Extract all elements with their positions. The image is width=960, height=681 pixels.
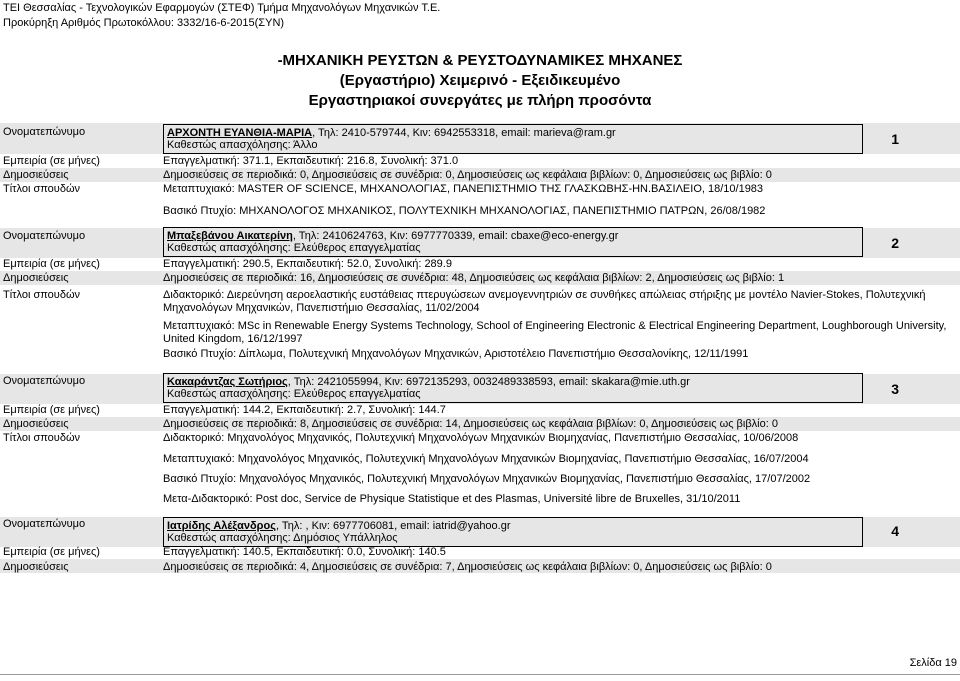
announcement-number: Προκύρηξη Αριθμός Πρωτοκόλλου: 3332/16-6-2015(ΣΥΝ) [3, 17, 285, 29]
candidate-box [163, 373, 863, 403]
degrees-label: Τίτλοι σπουδών [3, 183, 81, 195]
degree-item: Μεταπτυχιακό: MASTER OF SCIENCE, ΜΗΧΑΝΟΛΟΓΙΑΣ, ΠΑΝΕΠΙΣΤΗΜΙΟ ΤΗΣ ΓΛΑΣΚΩΒΗΣ-ΗΝ.ΒΑΣΙΛΕΙΟ, 18/10/1983 [163, 183, 764, 195]
candidate-name[interactable]: Κακαράντζας Σωτήριος [167, 376, 288, 388]
name-label: Ονοματεπώνυμο [3, 375, 86, 387]
employment-status: Καθεστώς απασχόλησης: Ελεύθερος επαγγελματίας [167, 242, 421, 254]
course-subtitle: (Εργαστήριο) Χειμερινό - Εξειδικευμένο [339, 72, 621, 89]
experience-label: Εμπειρία (σε μήνες) [3, 155, 100, 167]
experience-value: Επαγγελματική: 371.1, Εκπαιδευτική: 216.8, Συνολική: 371.0 [163, 155, 459, 167]
degree-item: Μετα-Διδακτορικό: Post doc, Service de Physique Statistique et des Plasmas, Université libre de Bruxelles, 31/10/2011 [163, 493, 741, 505]
candidate-contact: , Τηλ: 2410-579744, Κιν: 6942553318, email: marieva@ram.gr [312, 127, 616, 139]
candidate-contact: , Τηλ: 2421055994, Κιν: 6972135293, 0032489338593, email: skakara@mie.uth.gr [287, 376, 690, 388]
degree-item: Βασικό Πτυχίο: Μηχανολόγος Μηχανικός, Πολυτεχνική Μηχανολόγων Μηχανικών Βιομηχανίας, Πανεπιστήμιο Θεσσαλίας, 17/07/2002 [163, 473, 811, 485]
candidate-name[interactable]: Μπαξεβάνου Αικατερίνη [167, 230, 293, 242]
publications-value: Δημοσιεύσεις σε περιοδικά: 4, Δημοσιεύσεις σε συνέδρια: 7, Δημοσιεύσεις ως κεφάλαια βιβλίων: 0, Δημοσιεύσεις ως βιβλίο: 0 [163, 561, 772, 573]
candidate-contact: , Τηλ: 2410624763, Κιν: 6977770339, email: cbaxe@eco-energy.gr [292, 230, 619, 242]
name-label: Ονοματεπώνυμο [3, 518, 86, 530]
publications-label: Δημοσιεύσεις [3, 169, 69, 181]
experience-value: Επαγγελματική: 140.5, Εκπαιδευτική: 0.0, Συνολική: 140.5 [163, 546, 446, 558]
employment-status: Καθεστώς απασχόλησης: Δημόσιος Υπάλληλος [167, 532, 398, 544]
degrees-label: Τίτλοι σπουδών [3, 289, 81, 301]
experience-label: Εμπειρία (σε μήνες) [3, 546, 100, 558]
degree-item: Βασικό Πτυχίο: ΜΗΧΑΝΟΛΟΓΟΣ ΜΗΧΑΝΙΚΟΣ, ΠΟΛΥΤΕΧΝΙΚΗ ΜΗΧΑΝΟΛΟΓΙΑΣ, ΠΑΝΕΠΙΣΤΗΜΙΟ ΠΑΤΡΩΝ, 26/08/1982 [163, 205, 766, 217]
employment-status: Καθεστώς απασχόλησης: Άλλο [167, 139, 318, 151]
degree-item: Διδακτορικό: Διερεύνηση αεροελαστικής ευστάθειας πτερυγώσεων ανεμογεννητριών σε συνθήκες απώλειας στήριξης με μοντέλο Navier-Stokes, Πολυτεχνική Μηχανολόγων Μηχανικών, Πανεπιστήμιο Θεσσαλίας, 11/02/2004 [163, 289, 926, 314]
degree-item: Βασικό Πτυχίο: Δίπλωμα, Πολυτεχνική Μηχανολόγων Μηχανικών, Αριστοτέλειο Πανεπιστήμιο Θεσσαλονίκης, 12/11/1991 [163, 348, 749, 360]
publications-label: Δημοσιεύσεις [3, 418, 69, 430]
candidate-contact: , Τηλ: , Κιν: 6977706081, email: iatrid@yahoo.gr [275, 520, 511, 532]
course-title: -ΜΗΧΑΝΙΚΗ ΡΕΥΣΤΩΝ & ΡΕΥΣΤΟΔΥΝΑΜΙΚΕΣ ΜΗΧΑΝΕΣ [277, 52, 683, 69]
experience-value: Επαγγελματική: 144.2, Εκπαιδευτική: 2.7, Συνολική: 144.7 [163, 404, 446, 416]
candidate-name[interactable]: ΑΡΧΟΝΤΗ ΕΥΑΝΘΙΑ-ΜΑΡΙΑ [167, 127, 313, 139]
footer-divider [0, 674, 960, 675]
degree-item: Μεταπτυχιακό: MSc in Renewable Energy Systems Technology, School of Engineering Electronic & Electrical Engineering Department, Loughborough University, United Kingdom, 16/12/1997 [163, 320, 947, 345]
name-label: Ονοματεπώνυμο [3, 126, 86, 138]
publications-value: Δημοσιεύσεις σε περιοδικά: 0, Δημοσιεύσεις σε συνέδρια: 0, Δημοσιεύσεις ως κεφάλαια βιβλίων: 0, Δημοσιεύσεις ως βιβλίο: 0 [163, 169, 772, 181]
candidate-box [163, 517, 863, 547]
institution-header: ΤΕΙ Θεσσαλίας - Τεχνολογικών Εφαρμογών (ΣΤΕΦ) Τμήμα Μηχανολόγων Μηχανικών Τ.Ε. [3, 2, 441, 14]
publications-value: Δημοσιεύσεις σε περιοδικά: 8, Δημοσιεύσεις σε συνέδρια: 14, Δημοσιεύσεις ως κεφάλαια βιβλίων: 0, Δημοσιεύσεις ως βιβλίο: 0 [163, 418, 778, 430]
record-number: 3 [891, 381, 899, 397]
record-number: 2 [891, 235, 899, 251]
record-number: 4 [891, 523, 899, 539]
candidate-box [163, 124, 863, 154]
experience-value: Επαγγελματική: 290.5, Εκπαιδευτική: 52.0, Συνολική: 289.9 [163, 258, 452, 270]
employment-status: Καθεστώς απασχόλησης: Ελεύθερος επαγγελματίας [167, 388, 421, 400]
candidate-name[interactable]: Ιατρίδης Αλέξανδρος [167, 520, 276, 532]
record-number: 1 [891, 131, 899, 147]
page-number: Σελίδα 19 [909, 657, 957, 669]
degrees-label: Τίτλοι σπουδών [3, 432, 81, 444]
degree-item: Διδακτορικό: Μηχανολόγος Μηχανικός, Πολυτεχνική Μηχανολόγων Μηχανικών Βιομηχανίας, Πανεπιστήμιο Θεσσαλίας, 10/06/2008 [163, 432, 799, 444]
experience-label: Εμπειρία (σε μήνες) [3, 404, 100, 416]
candidate-box [163, 227, 863, 257]
publications-label: Δημοσιεύσεις [3, 561, 69, 573]
degree-item: Μεταπτυχιακό: Μηχανολόγος Μηχανικός, Πολυτεχνική Μηχανολόγων Μηχανικών Βιομηχανίας, Πανεπιστήμιο Θεσσαλίας, 16/07/2004 [163, 453, 809, 465]
experience-label: Εμπειρία (σε μήνες) [3, 258, 100, 270]
publications-value: Δημοσιεύσεις σε περιοδικά: 16, Δημοσιεύσεις σε συνέδρια: 48, Δημοσιεύσεις ως κεφάλαια βιβλίων: 2, Δημοσιεύσεις ως βιβλίο: 1 [163, 272, 785, 284]
name-label: Ονοματεπώνυμο [3, 230, 86, 242]
course-category: Εργαστηριακοί συνεργάτες με πλήρη προσόντα [308, 92, 652, 109]
publications-label: Δημοσιεύσεις [3, 272, 69, 284]
